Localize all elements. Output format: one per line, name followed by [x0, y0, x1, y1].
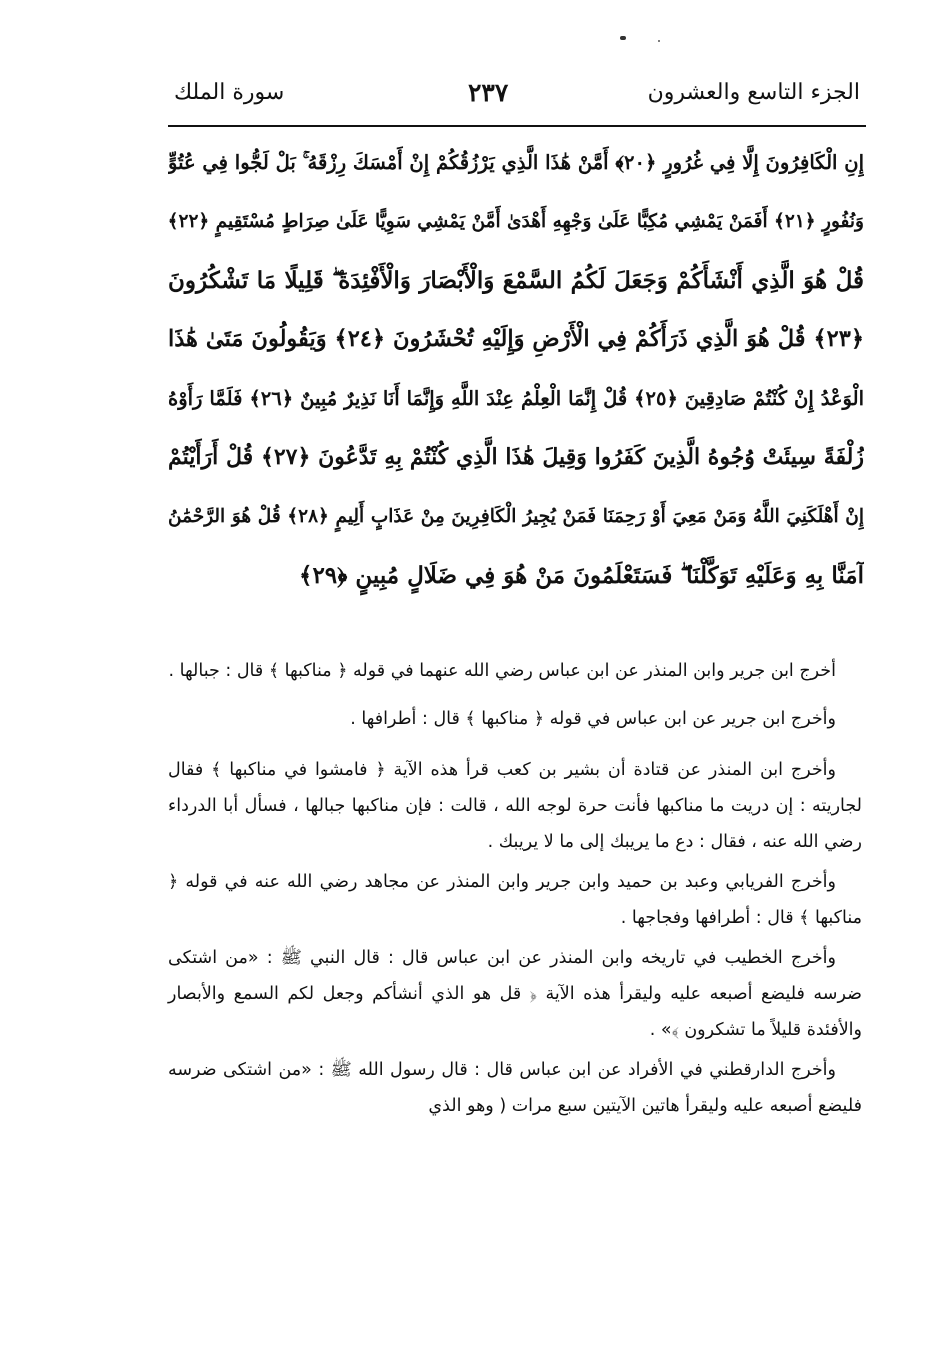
surah-name: سورة الملك — [174, 80, 285, 105]
commentary-paragraph: وأخرج الخطيب في تاريخه وابن المنذر عن ابن عباس قال : قال النبي ﷺ : «من اشتكى ضرسه فليضع أصبعه عليه وليقرأ هذه الآية ﴿ قل هو الذي أنشأكم وجعل لكم السمع والأبصار والأفئدة قليلاً ما تشكرون ﴾» . — [168, 948, 862, 1040]
quran-line: الْوَعْدُ إِنْ كُنْتُمْ صَادِقِينَ ﴿٢٥﴾ قُلْ إِنَّمَا الْعِلْمُ عِنْدَ اللَّهِ وَإِنَّمَا أَنَا نَذِيرٌ مُبِينٌ ﴿٢٦﴾ فَلَمَّا رَأَوْهُ — [168, 387, 864, 410]
commentary-paragraph: وأخرج ابن المنذر عن قتادة أن بشير بن كعب قرأ هذه الآية ﴿ فامشوا في مناكبها ﴾ فقال لجاريته : إن دريت ما مناكبها فأنت حرة لوجه الله ، قالت : فإن مناكبها جبالها ، فسأل أبا الدرداء رضي الله عنه ، فقال : دع ما يريبك إلى ما لا يريبك . — [168, 760, 862, 852]
quran-line: إِنِ الْكَافِرُونَ إِلَّا فِي غُرُورٍ ﴿٢٠﴾ أَمَّنْ هَٰذَا الَّذِي يَرْزُقُكُمْ إِنْ أَمْسَكَ رِزْقَهُ ۚ بَلْ لَجُّوا فِي عُتُوٍّ — [168, 151, 864, 174]
quran-line: وَنُفُورٍ ﴿٢١﴾ أَفَمَنْ يَمْشِي مُكِبًّا عَلَىٰ وَجْهِهِ أَهْدَىٰ أَمَّنْ يَمْشِي سَوِيًّا عَلَىٰ صِرَاطٍ مُسْتَقِيمٍ ﴿٢٢﴾ — [168, 211, 864, 232]
quran-text-block — [168, 133, 864, 605]
commentary-block — [168, 653, 862, 1124]
quran-line: قُلْ هُوَ الَّذِي أَنْشَأَكُمْ وَجَعَلَ لَكُمُ السَّمْعَ وَالْأَبْصَارَ وَالْأَفْئِدَةَ ۖ قَلِيلًا مَا تَشْكُرُونَ — [168, 267, 864, 294]
ink-speck — [620, 36, 626, 40]
quran-line: آمَنَّا بِهِ وَعَلَيْهِ تَوَكَّلْنَا ۖ فَسَتَعْلَمُونَ مَنْ هُوَ فِي ضَلَالٍ مُبِينٍ ﴿٢٩﴾ — [298, 562, 864, 589]
page-number: ٢٣٧ — [468, 78, 509, 107]
commentary-paragraph: وأخرج الدارقطني في الأفراد عن ابن عباس قال : قال رسول الله ﷺ : «من اشتكى ضرسه فليضع أصبعه عليه وليقرأ هاتين الآيتين سبع مرات ( وهو الذي — [168, 1060, 862, 1116]
page-header — [168, 70, 860, 120]
commentary-paragraph: أخرج ابن جرير وابن المنذر عن ابن عباس رضي الله عنهما في قوله ﴿ مناكبها ﴾ قال : جبالها . — [168, 661, 836, 681]
quran-line: إِنْ أَهْلَكَنِيَ اللَّهُ وَمَنْ مَعِيَ أَوْ رَحِمَنَا فَمَنْ يُجِيرُ الْكَافِرِينَ مِنْ عَذَابٍ أَلِيمٍ ﴿٢٨﴾ قُلْ هُوَ الرَّحْمَٰنُ — [168, 506, 864, 527]
commentary-paragraph: وأخرج ابن جرير عن ابن عباس في قوله ﴿ مناكبها ﴾ قال : أطرافها . — [350, 709, 836, 729]
running-head: الجزء التاسع والعشرون — [647, 80, 860, 105]
commentary-paragraph: وأخرج الفريابي وعبد بن حميد وابن جرير وابن المنذر عن مجاهد رضي الله عنه في قوله ﴿ مناكبها ﴾ قال : أطرافها وفجاجها . — [168, 872, 862, 928]
header-rule — [168, 125, 866, 127]
quran-line: ﴿٢٣﴾ قُلْ هُوَ الَّذِي ذَرَأَكُمْ فِي الْأَرْضِ وَإِلَيْهِ تُحْشَرُونَ ﴿٢٤﴾ وَيَقُولُونَ مَتَىٰ هَٰذَا — [168, 326, 864, 352]
quran-line: زُلْفَةً سِيئَتْ وُجُوهُ الَّذِينَ كَفَرُوا وَقِيلَ هَٰذَا الَّذِي كُنْتُمْ بِهِ تَدَّعُونَ ﴿٢٧﴾ قُلْ أَرَأَيْتُمْ — [168, 444, 864, 470]
ink-speck — [658, 40, 660, 42]
